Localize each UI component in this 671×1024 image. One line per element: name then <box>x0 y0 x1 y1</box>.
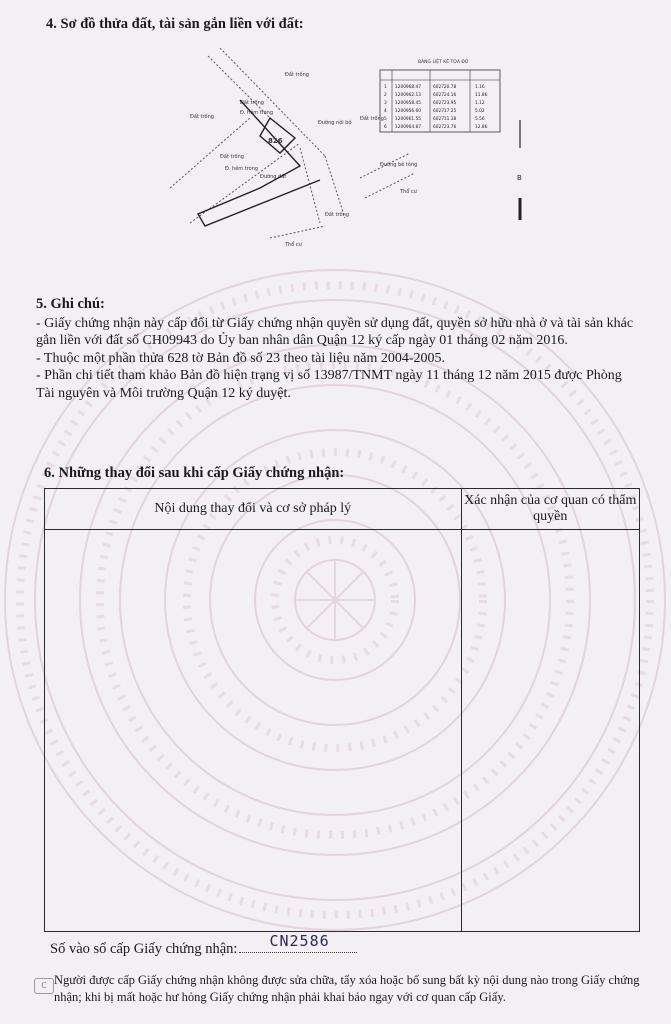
parcel-diagram <box>150 48 550 253</box>
coord-cell: 3 <box>384 101 387 106</box>
coord-cell: 12.86 <box>475 125 488 130</box>
section4-title: 4. Sơ đồ thửa đất, tài sản gắn liền với đất: <box>46 16 304 32</box>
registry-label: Số vào sổ cấp Giấy chứng nhận: <box>50 941 238 957</box>
changes-col-content: Nội dung thay đổi và cơ sở pháp lý <box>45 489 462 530</box>
coord-cell: 602724.16 <box>433 93 457 98</box>
map-label: Đất trống <box>285 72 309 78</box>
coord-cell: 1200958.45 <box>395 101 421 106</box>
map-label: Thổ cư <box>285 242 302 248</box>
registry-number: CN2586 <box>269 932 330 950</box>
map-label: Đường nội bộ <box>318 120 352 126</box>
coord-cell: 5.56 <box>475 117 485 122</box>
warning-text: Người được cấp Giấy chứng nhận không được sửa chữa, tẩy xóa hoặc bổ sung bất kỳ nội dung nào trong Giấy chứng nhận; khi bị mất hoặc hư hỏng Giấy chứng nhận phải khai báo ngay với cơ quan cấp Giấy. <box>54 973 640 1004</box>
parcel-number: 826 <box>268 137 283 145</box>
north-letter: B <box>517 174 522 182</box>
coordinate-table <box>380 57 500 132</box>
changes-content-cell <box>45 530 462 932</box>
coord-cell: 1200964.87 <box>395 125 421 130</box>
coord-cell: 1200968.47 <box>395 85 421 90</box>
coord-cell: 4 <box>384 109 387 114</box>
section6-title: 6. Những thay đổi sau khi cấp Giấy chứng nhận: <box>44 465 345 481</box>
coord-cell: 602717.25 <box>433 109 457 114</box>
note-2: - Thuộc một phần thửa 628 tờ Bản đồ số 23 theo tài liệu năm 2004-2005. <box>36 350 446 366</box>
map-label: Đường đất <box>260 174 287 180</box>
coord-cell: 2 <box>384 93 387 98</box>
map-label: Thổ cư <box>400 189 417 195</box>
note-3: - Phần chi tiết tham khảo Bản đồ hiện trạng vị số 13987/TNMT ngày 11 tháng 12 năm 2015 được Phòng Tài nguyên và Môi trường Quận 12 ký duyệt. <box>36 368 622 401</box>
coord-cell: 11.86 <box>475 93 488 98</box>
map-label: Đất trống <box>190 114 214 120</box>
coord-table-title: BẢNG LIỆT KÊ TỌA ĐỘ <box>418 60 469 65</box>
coord-cell: 1.12 <box>475 101 485 106</box>
registry-dots <box>239 932 357 953</box>
corner-logo-icon: C <box>34 978 54 994</box>
coord-cell: 602720.78 <box>433 85 457 90</box>
map-label: Đất trống <box>325 212 349 218</box>
coord-cell: 1.16 <box>475 85 485 90</box>
registry-line <box>50 932 357 958</box>
coord-cell: 602723.76 <box>433 125 457 130</box>
section5 <box>36 296 636 402</box>
coord-cell: 1 <box>384 85 387 90</box>
coord-cell: 5 <box>384 117 387 122</box>
north-arrow <box>517 120 522 220</box>
coord-cell: 602723.95 <box>433 101 457 106</box>
map-label: Đất trống <box>360 116 384 122</box>
map-label: Đất trống <box>220 154 244 160</box>
coord-cell: 1200956.60 <box>395 109 421 114</box>
map-label: Đường bê tông <box>380 162 418 168</box>
coord-cell: 1200962.13 <box>395 93 421 98</box>
coord-cell: 602711.38 <box>433 117 457 122</box>
changes-confirmation-cell <box>461 530 640 932</box>
section5-title: 5. Ghi chú: <box>36 296 105 312</box>
note-1: - Giấy chứng nhận này cấp đổi từ Giấy chứng nhận quyền sử dụng đất, quyền sở hữu nhà ở và tài sản khác gắn liền với đất số CH09943 do Ủy ban nhân dân Quận 12 ký cấp ngày 01 tháng 02 năm 2016. <box>36 315 634 348</box>
changes-table <box>44 488 640 932</box>
coord-cell: 1200961.55 <box>395 117 421 122</box>
map-label: Đ. hẻm trong <box>240 110 274 116</box>
coord-cell: 5.02 <box>475 109 485 114</box>
changes-col-confirmation: Xác nhận của cơ quan có thẩm quyền <box>461 489 640 530</box>
map-label: Đất trống <box>240 100 264 106</box>
map-label: Đ. hẻm trong <box>225 166 259 172</box>
coord-cell: 6 <box>384 125 387 130</box>
